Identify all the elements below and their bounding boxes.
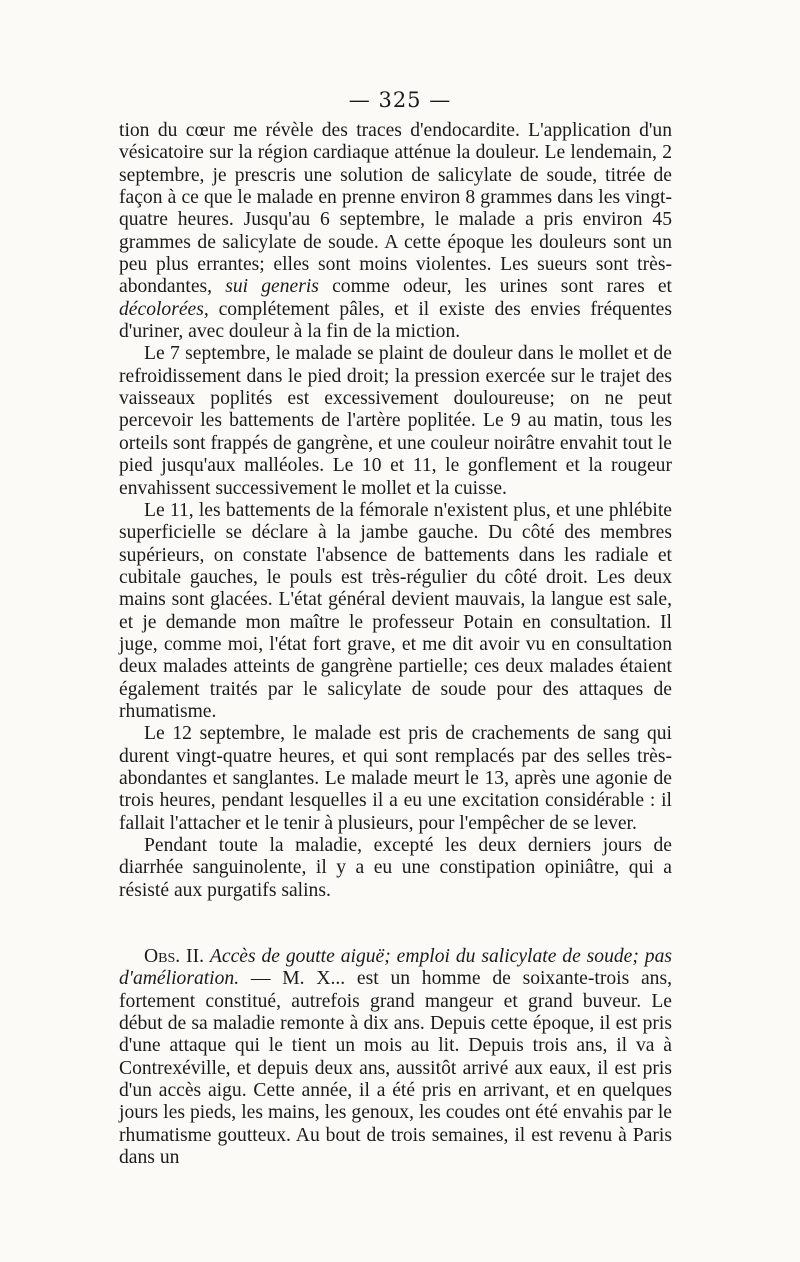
body-text: [119, 120, 672, 1169]
paragraph-3: Le 11, les battements de la fémorale n'existent plus, et une phlébite superficielle se déclare à la jambe gauche. Du côté des membres supérieurs, on constate l'absence de battements dans les radiale et cubitale gauches, le pouls est très-régulier du côté droit. Les deux mains sont glacées. L'état général devient mauvais, la langue est sale, et je demande mon maître le professeur Potain en consultation. Il juge, comme moi, l'état fort grave, et me dit avoir vu en consultation deux malades atteints de gangrène partielle; ces deux malades étaient également traités par le salicylate de soude pour des attaques de rhumatisme.: [119, 499, 672, 722]
observation-2: [119, 946, 672, 1169]
italic-decolorees: décolorées,: [119, 298, 209, 320]
section-gap: [119, 902, 672, 946]
italic-sui-generis: sui generis: [225, 276, 319, 298]
paragraph-2: Le 7 septembre, le malade se plaint de douleur dans le mollet et de refroidissement dans le pied droit; la pression exercée sur le trajet des vaisseaux poplités est excessivement douloureuse; on ne peut percevoir les battements de l'artère poplitée. Le 9 au matin, tous les orteils sont frappés de gangrène, et une couleur noirâtre envahit tout le pied jusqu'aux malléoles. Le 10 et 11, le gonflement et la rougeur envahissent successivement le mollet et la cuisse.: [119, 343, 672, 499]
paragraph-4: Le 12 septembre, le malade est pris de crachements de sang qui durent vingt-quatre heures, et qui sont remplacés par des selles très-abondantes et sanglantes. Le malade meurt le 13, après une agonie de trois heures, pendant lesquelles il a eu une excitation considérable : il fallait l'attacher et le tenir à plusieurs, pour l'empêcher de se lever.: [119, 723, 672, 834]
paragraph-1-text-b: comme odeur, les urines sont rares et: [332, 276, 673, 298]
page-number: — 325 —: [348, 88, 452, 112]
observation-title: Accès de goutte aiguë; emploi du salicylate de soude; pas d'amélioration.: [119, 946, 673, 990]
observation-text: — M. X... est un homme de soixante-trois ans, fortement constitué, autrefois grand mangeur et grand buveur. Le début de sa maladie remonte à dix ans. Depuis cette époque, il est pris d'une attaque qui le tient un mois au lit. Depuis trois ans, il va à Contrexéville, et depuis deux ans, aussitôt arrivé aux eaux, il est pris d'un accès aigu. Cette année, il a été pris en arrivant, et en quelques jours les pieds, les mains, les genoux, les coudes ont été envahis par le rhumatisme goutteux. Au bout de trois semaines, il est revenu à Paris dans un: [119, 968, 672, 1169]
paragraph-1-text: tion du cœur me révèle des traces d'endocardite. L'application d'un vésicatoire sur la région cardiaque atténue la douleur. Le lendemain, 2 septembre, je prescris une solution de salicylate de soude, titrée de façon à ce que le malade en prenne environ 8 grammes dans les vingt-quatre heures. Jusqu'au 6 septembre, le malade a pris environ 45 grammes de salicylate de soude. A cette époque les douleurs sont un peu plus errantes; elles sont moins violentes. Les sueurs sont très-abondantes,: [119, 120, 672, 298]
paragraph-1-text-c: complétement pâles, et il existe des envies fréquentes d'uriner, avec douleur à la fin de la miction.: [119, 298, 672, 343]
paragraph-5: Pendant toute la maladie, excepté les deux derniers jours de diarrhée sanguinolente, il y a eu une constipation opiniâtre, qui a résisté aux purgatifs salins.: [119, 835, 672, 901]
paragraph-1: [119, 120, 672, 343]
observation-label: Obs. II.: [144, 946, 205, 968]
